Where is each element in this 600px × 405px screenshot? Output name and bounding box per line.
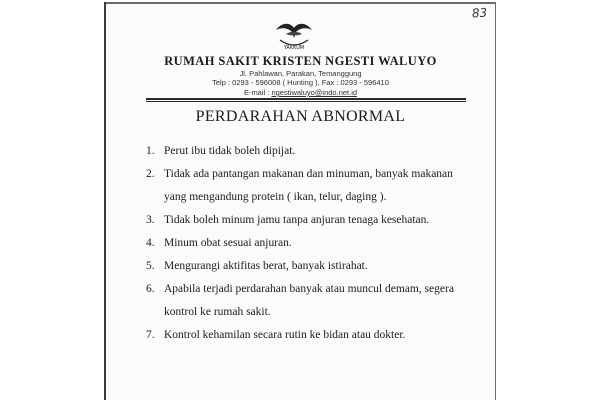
list-item: [146, 163, 476, 209]
item-number: 2.: [146, 168, 155, 180]
hospital-contact: Telp : 0293 - 596008 ( Hunting ), Fax : 0293 - 596410: [212, 78, 389, 87]
hospital-email: [106, 88, 495, 97]
page-number: 83: [471, 5, 488, 21]
email-label: E-mail :: [243, 88, 270, 97]
item-text: Kontrol kehamilan secara rutin ke bidan atau dokter.: [164, 329, 406, 341]
letterhead-divider-thin: [146, 101, 466, 102]
hospital-logo-icon: [272, 16, 316, 54]
item-text: Tidak boleh minum jamu tanpa anjuran tenaga kesehatan.: [164, 214, 430, 226]
document-title: PERDARAHAN ABNORMAL: [195, 108, 406, 125]
item-number: 5.: [146, 260, 155, 272]
item-number: 1.: [146, 145, 155, 157]
list-item: [146, 255, 476, 278]
logo-text: YAKKUM: [283, 45, 305, 51]
item-text: Tidak ada pantangan makanan dan minuman, banyak makanan yang mengandung protein ( ikan, telur, daging ).: [164, 168, 453, 203]
item-text: Perut ibu tidak boleh dipijat.: [164, 145, 296, 157]
list-item: [146, 324, 476, 347]
item-number: 7.: [146, 329, 155, 341]
sheet-top-edge: [106, 2, 495, 4]
item-text: Apabila terjadi perdarahan banyak atau muncul demam, segera kontrol ke rumah sakit.: [164, 283, 454, 318]
list-item: [146, 232, 476, 255]
list-item: [146, 209, 476, 232]
letterhead-divider: [146, 98, 466, 100]
instruction-list: [146, 140, 476, 347]
email-address: ngestiwaluyo@indo.net.id: [271, 88, 358, 97]
item-text: Minum obat sesuai anjuran.: [164, 237, 292, 249]
item-text: Mengurangi aktifitas berat, banyak istirahat.: [164, 260, 368, 272]
hospital-address: Jl. Pahlawan, Parakan, Temanggung: [239, 69, 362, 78]
item-number: 6.: [146, 283, 155, 295]
list-item: [146, 140, 476, 163]
list-item: [146, 278, 476, 324]
item-number: 4.: [146, 237, 155, 249]
hospital-name: RUMAH SAKIT KRISTEN NGESTI WALUYO: [164, 54, 437, 68]
document-sheet: [104, 2, 496, 400]
item-number: 3.: [146, 214, 155, 226]
